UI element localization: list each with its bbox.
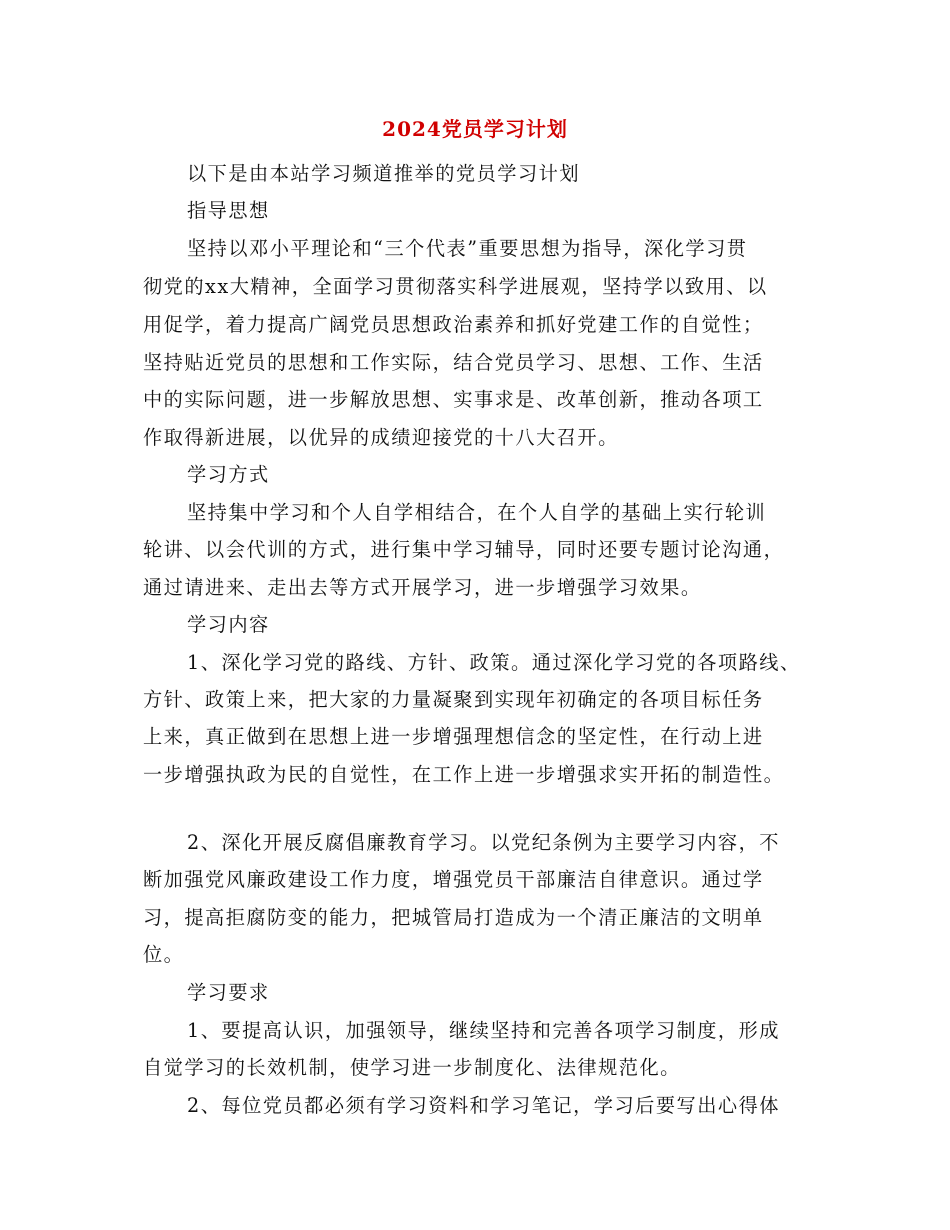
paragraph-line: 2、每位党员都必须有学习资料和学习笔记，学习后要写出心得体	[187, 1094, 780, 1117]
paragraph-line: 2、深化开展反腐倡廉教育学习。以党纪条例为主要学习内容，不	[187, 831, 780, 854]
section-heading-guiding-thought: 指导思想	[187, 199, 270, 222]
paragraph-line: 通过请进来、走出去等方式开展学习，进一步增强学习效果。	[143, 576, 702, 599]
section-heading-study-method: 学习方式	[187, 463, 270, 486]
paragraph-line: 一步增强执政为民的自觉性，在工作上进一步增强求实开拓的制造性。	[143, 763, 785, 786]
paragraph-line: 中的实际问题，进一步解放思想、实事求是、改革创新，推动各项工	[143, 388, 764, 411]
paragraph-line: 方针、政策上来，把大家的力量凝聚到实现年初确定的各项目标任务	[143, 688, 764, 711]
paragraph-line: 坚持贴近党员的思想和工作实际，结合党员学习、思想、工作、生活	[143, 351, 764, 374]
paragraph-line: 坚持集中学习和个人自学相结合，在个人自学的基础上实行轮训	[187, 501, 767, 524]
paragraph-line: 坚持以邓小平理论和“三个代表”重要思想为指导，深化学习贯	[187, 237, 748, 260]
paragraph-line: 彻党的xx大精神，全面学习贯彻落实科学进展观，坚持学以致用、以	[143, 275, 768, 298]
intro-line: 以下是由本站学习频道推举的党员学习计划	[187, 162, 581, 185]
paragraph-line: 轮讲、以会代训的方式，进行集中学习辅导，同时还要专题讨论沟通，	[143, 538, 785, 561]
paragraph-line: 1、要提高认识，加强领导，继续坚持和完善各项学习制度，形成	[187, 1019, 780, 1042]
section-heading-study-requirements: 学习要求	[187, 981, 270, 1004]
paragraph-line: 习，提高拒腐防变的能力，把城管局打造成为一个清正廉洁的文明单	[143, 906, 764, 929]
paragraph-line: 位。	[143, 943, 185, 966]
paragraph-line: 作取得新进展，以优异的成绩迎接党的十八大召开。	[143, 426, 619, 449]
document-title: 2024党员学习计划	[382, 117, 568, 141]
paragraph-line: 1、深化学习党的路线、方针、政策。通过深化学习党的各项路线、	[187, 651, 801, 674]
section-heading-study-content: 学习内容	[187, 613, 270, 636]
paragraph-line: 断加强党风廉政建设工作力度，增强党员干部廉洁自律意识。通过学	[143, 868, 764, 891]
paragraph-line: 自觉学习的长效机制，使学习进一步制度化、法律规范化。	[143, 1056, 681, 1079]
paragraph-line: 用促学，着力提高广阔党员思想政治素养和抓好党建工作的自觉性；	[143, 313, 764, 336]
paragraph-line: 上来，真正做到在思想上进一步增强理想信念的坚定性，在行动上进	[143, 725, 764, 748]
